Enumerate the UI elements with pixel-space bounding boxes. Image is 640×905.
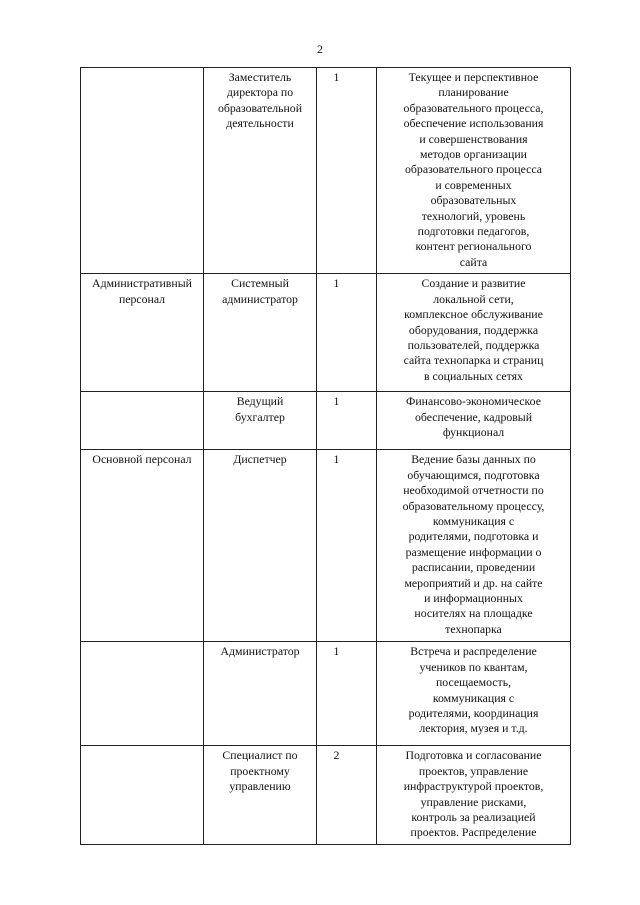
staff-group-cell bbox=[81, 392, 204, 450]
count-cell: 1 bbox=[317, 450, 377, 642]
table-row bbox=[81, 392, 571, 450]
function-cell: Подготовка и согласование проектов, управление инфраструктурой проектов, управление рисками, контроль за реализацией проектов. Распределение bbox=[377, 746, 571, 844]
table-row bbox=[81, 450, 571, 642]
page-number: 2 bbox=[317, 42, 323, 56]
function-cell: Встреча и распределение учеников по квантам, посещаемость, коммуникация с родителями, координация лектория, музея и т.д. bbox=[377, 642, 571, 746]
table-row bbox=[81, 642, 571, 746]
staff-group-cell: Основной персонал bbox=[81, 450, 204, 642]
position-cell: Заместитель директора по образовательной деятельности bbox=[204, 68, 317, 274]
function-cell: Ведение базы данных по обучающимся, подготовка необходимой отчетности по образовательному процессу, коммуникация с родителями, подготовка и размещение информации о расписании, проведении мероприятий и др. на сайте и информационных носителях на площадке технопарка bbox=[377, 450, 571, 642]
position-cell: Системный администратор bbox=[204, 274, 317, 392]
count-cell: 2 bbox=[317, 746, 377, 844]
position-cell: Ведущий бухгалтер bbox=[204, 392, 317, 450]
table-row bbox=[81, 746, 571, 844]
staff-group-cell bbox=[81, 68, 204, 274]
function-cell: Текущее и перспективное планирование образовательного процесса, обеспечение использования и совершенствования методов организации образовательного процесса и современных образовательных технологий, уровень подготовки педагогов, контент регионального сайта bbox=[377, 68, 571, 274]
count-cell: 1 bbox=[317, 68, 377, 274]
table-row bbox=[81, 274, 571, 392]
function-cell: Финансово-экономическое обеспечение, кадровый функционал bbox=[377, 392, 571, 450]
position-cell: Администратор bbox=[204, 642, 317, 746]
staff-group-cell bbox=[81, 746, 204, 844]
staff-table bbox=[80, 67, 571, 845]
staff-group-cell: Административный персонал bbox=[81, 274, 204, 392]
table-row bbox=[81, 68, 571, 274]
count-cell: 1 bbox=[317, 274, 377, 392]
position-cell: Специалист по проектному управлению bbox=[204, 746, 317, 844]
count-cell: 1 bbox=[317, 642, 377, 746]
staff-group-cell bbox=[81, 642, 204, 746]
count-cell: 1 bbox=[317, 392, 377, 450]
function-cell: Создание и развитие локальной сети, комплексное обслуживание оборудования, поддержка пользователей, поддержка сайта технопарка и страниц в социальных сетях bbox=[377, 274, 571, 392]
position-cell: Диспетчер bbox=[204, 450, 317, 642]
